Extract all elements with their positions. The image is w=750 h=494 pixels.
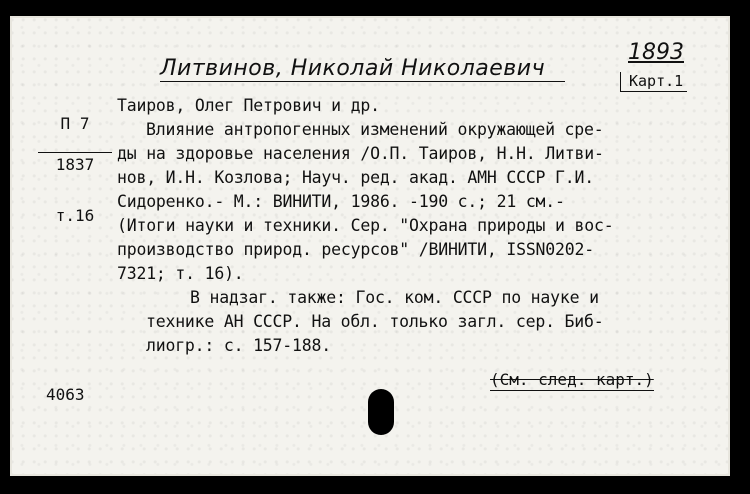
body-line: Таиров, Олег Петрович и др. [117, 96, 380, 115]
body-line: 7321; т. 16). [117, 264, 244, 283]
card-heading-author: Литвинов, Николай Николаевич [160, 56, 565, 82]
body-line: технике АН СССР. На обл. только загл. сер. Биб- [146, 312, 604, 331]
card-year: 1893 [628, 40, 684, 65]
see-next-card: (См. след. карт.) [490, 370, 654, 389]
shelf-mark-line2: 1837 [38, 152, 112, 174]
inventory-number: 4063 [46, 385, 85, 404]
shelf-mark-line1: П 7 [60, 114, 90, 133]
body-line: (Итоги науки и техники. Сер. "Охрана природы и вос- [117, 216, 614, 235]
card-number: Карт.1 [620, 72, 687, 92]
body-line: нов, И.Н. Козлова; Науч. ред. акад. АМН СССР Г.И. [117, 168, 594, 187]
body-line: Влияние антропогенных изменений окружающей сре- [146, 120, 604, 139]
body-line: В надзаг. также: Гос. ком. СССР по науке и [190, 288, 599, 307]
body-line: лиогр.: с. 157-188. [146, 336, 331, 355]
shelf-mark-line3: т.16 [55, 206, 95, 225]
body-line: производство природ. ресурсов" /ВИНИТИ, ISSN0202- [117, 240, 594, 259]
body-line: ды на здоровье населения /О.П. Таиров, Н.Н. Литви- [117, 144, 604, 163]
punch-hole [368, 389, 394, 435]
body-line: Сидоренко.- М.: ВИНИТИ, 1986. -190 с.; 21 см.- [117, 192, 565, 211]
catalog-card [10, 16, 730, 476]
